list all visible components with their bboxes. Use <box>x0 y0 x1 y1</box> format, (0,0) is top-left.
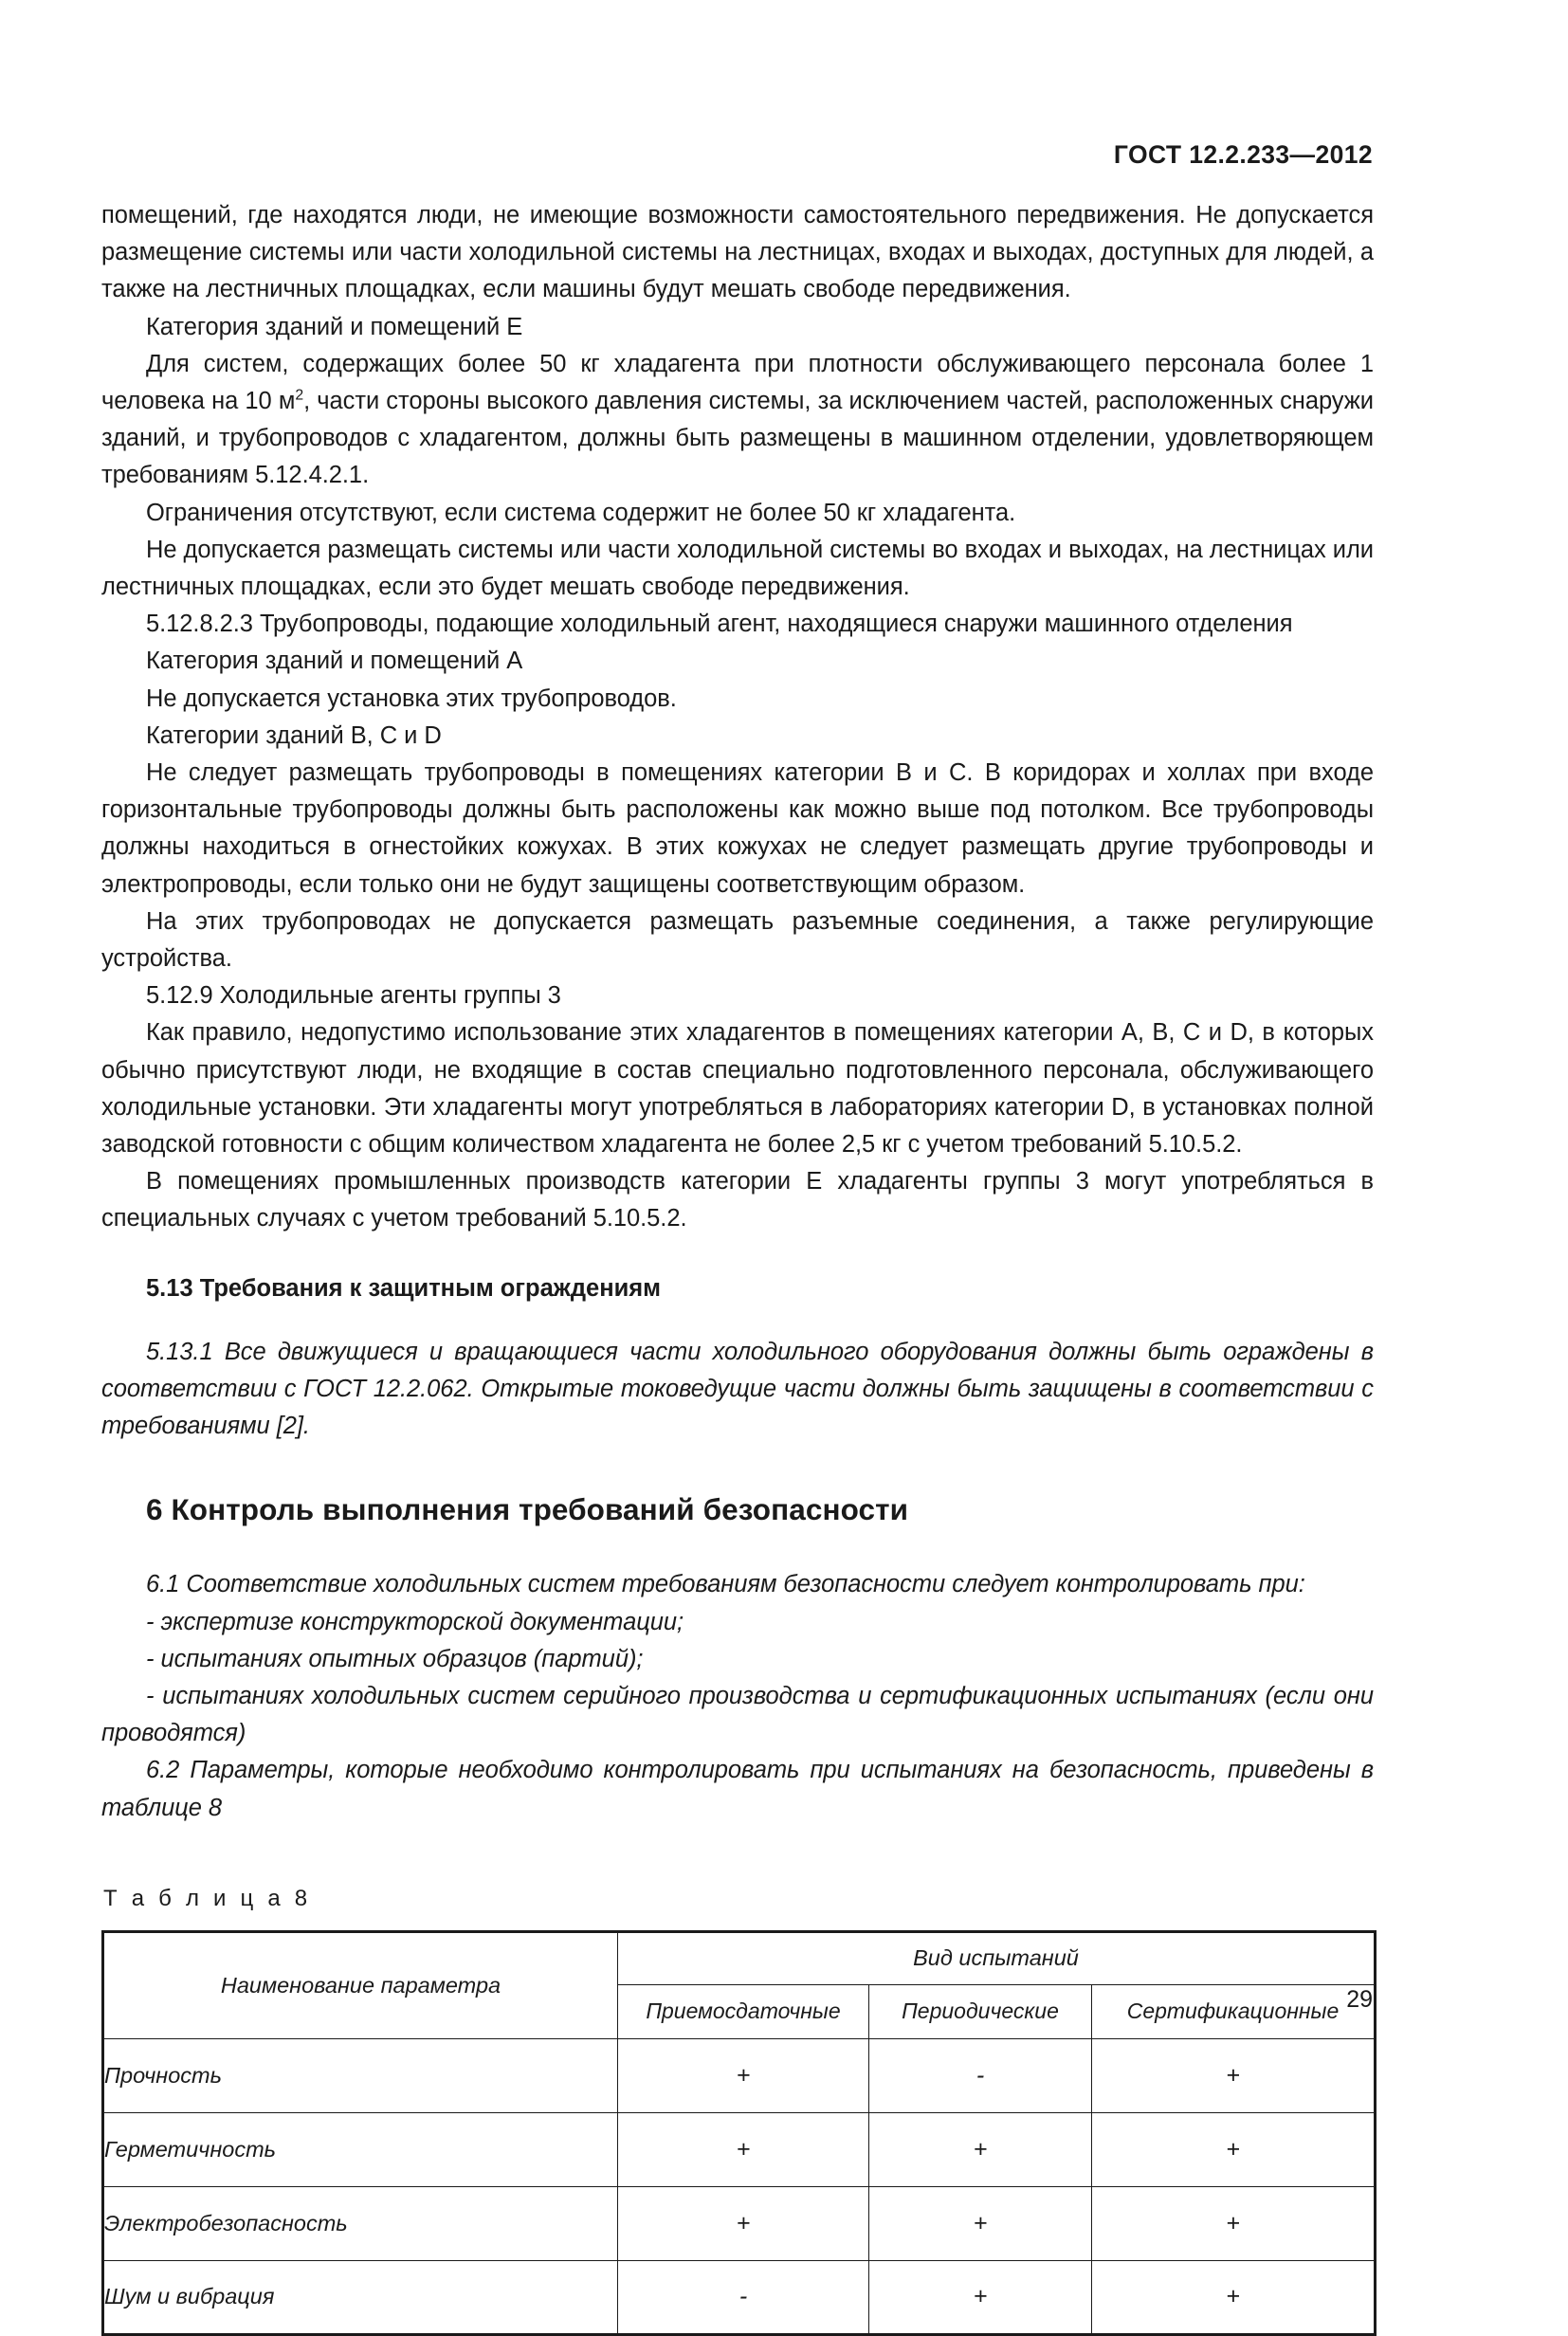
cell-acceptance-mark: + <box>618 2112 869 2186</box>
table-header-row-top <box>103 1931 1376 1984</box>
paragraph-no-detachable-joints: На этих трубопроводах не допускается размещать разъемные соединения, а также регулирующие устройства. <box>101 907 1374 973</box>
cell-parameter-name: Прочность <box>103 2038 618 2112</box>
paragraph-category-a-label: Категория зданий и помещений А <box>146 648 523 675</box>
paragraph-pipes-in-rooms: Не следует размещать трубопроводы в помещениях категории В и С. В коридорах и холлах при входе горизонтальные трубопроводы должны быть расположены как можно выше под потолком. Все трубопроводы должны находиться в огнестойких кожухах. В этих кожухах не следует размещать другие трубопроводы и электропроводы, если только они не будут защищены соответствующим образом. <box>101 759 1374 898</box>
cell-certification-mark: + <box>1092 2186 1376 2260</box>
paragraph-no-pipe-install: Не допускается установка этих трубопроводов. <box>146 684 677 712</box>
spacer <box>101 1865 1374 1886</box>
paragraph-text-part-2: , части стороны высокого давления системы, за исключением частей, расположенных снаружи зданий, и трубопроводов с хладагентом, должны быть размещены в машинном отделении, удовлетворяющем требованиям 5.12.4.2.1. <box>101 388 1374 489</box>
paragraph-group-3-refrigerants: Как правило, недопустимо использование этих хладагентов в помещениях категории А, В, С и D, в которых обычно присутствуют люди, не входящие в состав специально подготовленного персонала, обслуживающего холодильные установки. Эти хладагенты могут употребляться в лабораториях категории D, в установках полной заводской готовности с общим количеством хладагента не более 2,5 кг с учетом требований 5.10.5.2. <box>101 1019 1374 1159</box>
paragraph-not-allowed-entrances: Не допускается размещать системы или части холодильной системы во входах и выходах, на лестницах или лестничных площадках, если это будет мешать свободе передвижения. <box>101 536 1374 601</box>
paragraph-no-restrictions: Ограничения отсутствуют, если система содержит не более 50 кг хладагента. <box>146 499 1016 526</box>
document-body <box>101 197 1374 2336</box>
cell-certification-mark: + <box>1092 2112 1376 2186</box>
paragraph-clause-6-1: 6.1 Соответствие холодильных систем требованиям безопасности следует контролировать при: <box>146 1571 1305 1598</box>
table-row <box>103 2186 1376 2260</box>
paragraph-category-e-label: Категория зданий и помещений Е <box>146 313 523 340</box>
table-row <box>103 2260 1376 2334</box>
cell-parameter-name: Шум и вибрация <box>103 2260 618 2334</box>
running-header-standard-number: ГОСТ 12.2.233—2012 <box>1113 140 1373 169</box>
table-row <box>103 2112 1376 2186</box>
paragraph-clause-5-12-8-2-3: 5.12.8.2.3 Трубопроводы, подающие холодильный агент, находящиеся снаружи машинного отделения <box>146 611 1293 638</box>
cell-acceptance-mark: + <box>618 2038 869 2112</box>
table-body <box>103 2038 1376 2334</box>
cell-acceptance-mark: - <box>618 2260 869 2334</box>
spacer <box>101 1528 1374 1566</box>
table-row <box>103 2038 1376 2112</box>
cell-periodic-mark: + <box>869 2260 1092 2334</box>
spacer <box>101 1238 1374 1270</box>
list-item-prototype-testing: - испытаниях опытных образцов (партий); <box>146 1645 644 1672</box>
cell-acceptance-mark: + <box>618 2186 869 2260</box>
list-item-design-documentation: - экспертизе конструкторской документации; <box>146 1608 684 1635</box>
paragraph-clause-5-13-1: 5.13.1 Все движущиеся и вращающиеся части холодильного оборудования должны быть ограждены в соответствии с ГОСТ 12.2.062. Открытые токоведущие части должны быть защищены в соответствии с требованиями [2]. <box>101 1338 1374 1440</box>
cell-certification-mark: + <box>1092 2260 1376 2334</box>
cell-periodic-mark: + <box>869 2112 1092 2186</box>
table-caption: Т а б л и ц а 8 <box>103 1885 312 1911</box>
cell-periodic-mark: + <box>869 2186 1092 2260</box>
page-number: 29 <box>1346 1986 1373 2013</box>
paragraph-industrial-category-e: В помещениях промышленных производств категории Е хладагенты группы 3 могут употребляться в специальных случаях с учетом требований 5.10.5.2. <box>101 1168 1374 1232</box>
cell-parameter-name: Электробезопасность <box>103 2186 618 2260</box>
column-header-certification-tests: Сертификационные <box>1092 1984 1376 2038</box>
heading-section-6: 6 Контроль выполнения требований безопасности <box>146 1492 909 1527</box>
superscript-square: 2 <box>295 387 304 404</box>
list-item-serial-production-testing: - испытаниях холодильных систем серийного производства и сертификационных испытаниях (если они проводятся) <box>101 1682 1374 1747</box>
spacer <box>101 1307 1374 1334</box>
paragraph-clause-5-12-9: 5.12.9 Холодильные агенты группы 3 <box>146 982 561 1010</box>
column-header-periodic-tests: Периодические <box>869 1984 1092 2038</box>
paragraph-continuation: помещений, где находятся люди, не имеющие возможности самостоятельного передвижения. Не допускается размещение системы или части холодильной системы на лестницах, входах и выходах, доступных для людей, а также на лестничных площадках, если машины будут мешать свободе передвижения. <box>101 202 1374 303</box>
column-header-test-type: Вид испытаний <box>618 1931 1376 1984</box>
paragraph-clause-6-2: 6.2 Параметры, которые необходимо контролировать при испытаниях на безопасность, приведены в таблице 8 <box>101 1757 1374 1821</box>
column-header-parameter-name: Наименование параметра <box>103 1931 618 2038</box>
cell-certification-mark: + <box>1092 2038 1376 2112</box>
column-header-acceptance-tests: Приемосдаточные <box>618 1984 869 2038</box>
spacer <box>101 1827 1374 1865</box>
spacer <box>101 1445 1374 1490</box>
cell-parameter-name: Герметичность <box>103 2112 618 2186</box>
paragraph-categories-b-c-d-label: Категории зданий В, С и D <box>146 721 442 749</box>
paragraph-text-part-1: Для систем, содержащих более 50 кг хладагента при плотности обслуживающего персонала более 1 человека на 10 м <box>101 350 1374 415</box>
cell-periodic-mark: - <box>869 2038 1092 2112</box>
heading-5-13: 5.13 Требования к защитным ограждениям <box>146 1274 662 1302</box>
paragraph-systems-over-50kg <box>101 346 1374 495</box>
table-8-safety-parameters <box>101 1930 1377 2336</box>
table-header <box>103 1931 1376 2038</box>
